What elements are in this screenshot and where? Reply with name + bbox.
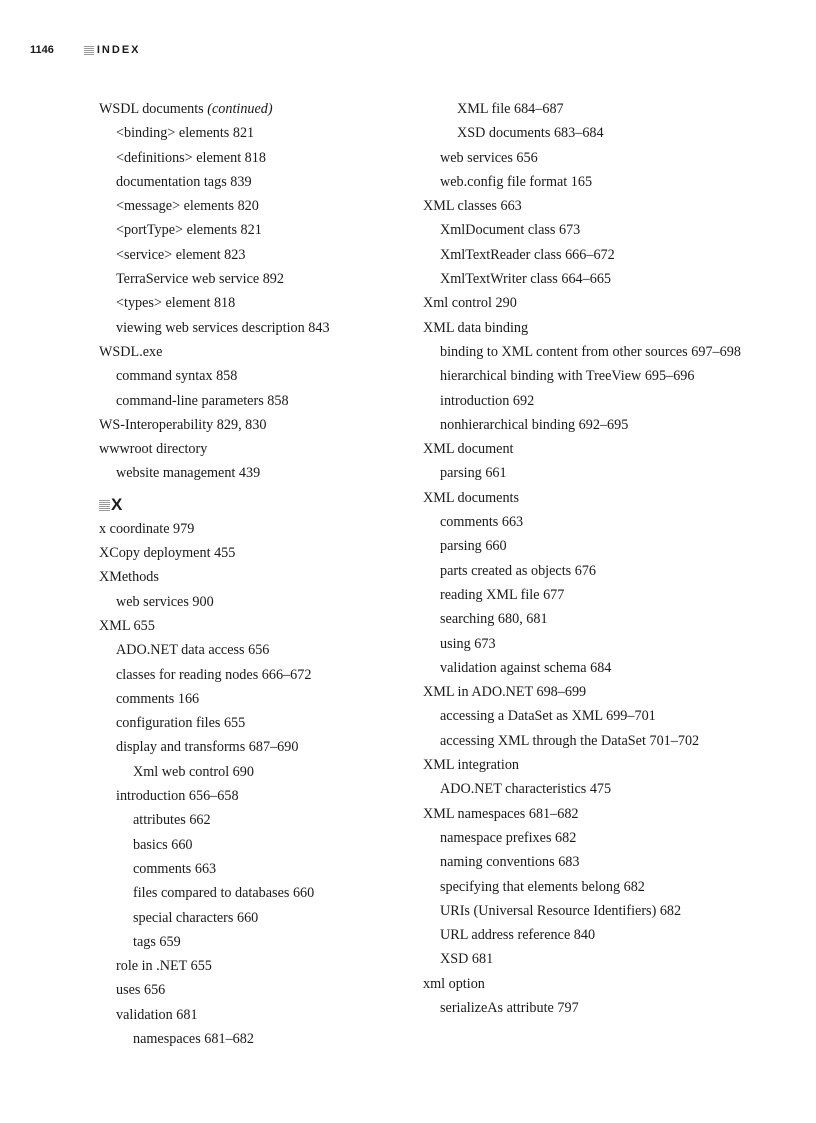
index-subentry: TerraService web service 892 bbox=[116, 271, 284, 288]
index-subentry: ADO.NET characteristics 475 bbox=[440, 781, 612, 798]
index-subentry: comments 663 bbox=[133, 860, 217, 877]
index-subentry: <service> element 823 bbox=[116, 246, 246, 263]
index-subentry: files compared to databases 660 bbox=[133, 885, 315, 902]
index-subentry: web services 900 bbox=[116, 593, 214, 610]
index-subentry: parsing 660 bbox=[440, 538, 507, 555]
index-subentry: introduction 656–658 bbox=[116, 788, 239, 805]
continued-label: (continued) bbox=[207, 101, 273, 117]
index-subentry: web.config file format 165 bbox=[440, 173, 593, 190]
index-subentry: URIs (Universal Resource Identifiers) 682 bbox=[440, 902, 682, 919]
index-subentry: validation 681 bbox=[116, 1006, 198, 1023]
index-subentry: searching 680, 681 bbox=[440, 611, 548, 628]
index-subentry: basics 660 bbox=[133, 836, 193, 853]
index-subentry: URL address reference 840 bbox=[440, 927, 596, 944]
index-entry: wwwroot directory bbox=[99, 441, 208, 458]
index-subentry: specifying that elements belong 682 bbox=[440, 878, 645, 895]
index-subentry: Xml web control 690 bbox=[133, 763, 254, 780]
index-subentry: role in .NET 655 bbox=[116, 958, 212, 975]
section-marker-icon bbox=[99, 500, 110, 511]
index-subentry: binding to XML content from other sources 697–698 bbox=[440, 343, 741, 360]
index-entry: XCopy deployment 455 bbox=[99, 545, 236, 562]
index-subentry: viewing web services description 843 bbox=[116, 319, 330, 336]
index-subentry: <definitions> element 818 bbox=[116, 149, 266, 166]
index-subentry: <binding> elements 821 bbox=[116, 125, 255, 142]
index-subentry: introduction 692 bbox=[440, 392, 535, 409]
index-subentry: XmlTextWriter class 664–665 bbox=[440, 271, 612, 288]
left-column bbox=[99, 98, 429, 1052]
index-subentry: XML file 684–687 bbox=[457, 101, 564, 117]
index-entry: x coordinate 979 bbox=[99, 520, 195, 537]
index-marker-icon bbox=[84, 45, 94, 55]
index-subentry: display and transforms 687–690 bbox=[116, 739, 299, 756]
index-subentry: accessing XML through the DataSet 701–702 bbox=[440, 732, 700, 749]
index-entry: XML classes 663 bbox=[423, 198, 522, 215]
index-subentry: documentation tags 839 bbox=[116, 173, 252, 190]
index-entry: XMethods bbox=[99, 569, 159, 586]
index-subentry: comments 166 bbox=[116, 690, 200, 707]
index-subentry: naming conventions 683 bbox=[440, 854, 580, 871]
index-subentry: command-line parameters 858 bbox=[116, 392, 289, 409]
index-subentry: tags 659 bbox=[133, 933, 181, 950]
index-subentry: XSD 681 bbox=[440, 951, 494, 968]
index-entry: WS-Interoperability 829, 830 bbox=[99, 416, 267, 433]
index-subentry: special characters 660 bbox=[133, 909, 259, 926]
index-entry: WSDL.exe bbox=[99, 343, 163, 360]
running-header-title: INDEX bbox=[96, 44, 141, 56]
right-column bbox=[423, 98, 803, 1021]
index-subentry: XSD documents 683–684 bbox=[457, 125, 604, 142]
index-entry: XML 655 bbox=[99, 617, 155, 634]
index-subentry: classes for reading nodes 666–672 bbox=[116, 666, 312, 683]
index-entry: XML data binding bbox=[423, 319, 529, 336]
section-letter: X bbox=[111, 495, 123, 515]
index-subentry: comments 663 bbox=[440, 514, 524, 531]
index-subentry: namespace prefixes 682 bbox=[440, 829, 577, 846]
section-heading-x bbox=[99, 493, 429, 518]
index-subentry: <message> elements 820 bbox=[116, 198, 259, 215]
index-subentry: serializeAs attribute 797 bbox=[440, 999, 579, 1016]
index-subentry: hierarchical binding with TreeView 695–696 bbox=[440, 368, 695, 385]
index-subentry: command syntax 858 bbox=[116, 368, 238, 385]
index-subentry: reading XML file 677 bbox=[440, 586, 565, 603]
index-entry: xml option bbox=[423, 975, 485, 992]
index-entry: XML namespaces 681–682 bbox=[423, 805, 579, 822]
index-subentry: <portType> elements 821 bbox=[116, 222, 262, 239]
index-subentry: XmlDocument class 673 bbox=[440, 222, 581, 239]
index-subentry: accessing a DataSet as XML 699–701 bbox=[440, 708, 656, 725]
index-entry: Xml control 290 bbox=[423, 295, 517, 312]
page-number: 1146 bbox=[30, 44, 54, 56]
index-subentry: attributes 662 bbox=[133, 812, 211, 829]
index-entry: XML integration bbox=[423, 757, 520, 774]
index-entry: XML document bbox=[423, 441, 514, 458]
index-entry: XML in ADO.NET 698–699 bbox=[423, 684, 587, 701]
index-subentry: <types> element 818 bbox=[116, 295, 236, 312]
index-subentry: configuration files 655 bbox=[116, 715, 246, 732]
index-subentry: parts created as objects 676 bbox=[440, 562, 597, 579]
index-subentry: ADO.NET data access 656 bbox=[116, 642, 270, 659]
running-header bbox=[30, 42, 141, 58]
index-subentry: web services 656 bbox=[440, 149, 538, 166]
index-subentry: namespaces 681–682 bbox=[133, 1030, 254, 1047]
index-subentry: nonhierarchical binding 692–695 bbox=[440, 416, 629, 433]
index-subentry: website management 439 bbox=[116, 465, 261, 482]
index-subentry: validation against schema 684 bbox=[440, 659, 612, 676]
index-subentry: parsing 661 bbox=[440, 465, 507, 482]
continued-term: WSDL documents bbox=[99, 101, 204, 117]
index-subentry: using 673 bbox=[440, 635, 496, 652]
index-entry-continued bbox=[99, 98, 429, 122]
index-subentry: XmlTextReader class 666–672 bbox=[440, 246, 615, 263]
index-subentry: uses 656 bbox=[116, 982, 166, 999]
index-entry: XML documents bbox=[423, 489, 520, 506]
